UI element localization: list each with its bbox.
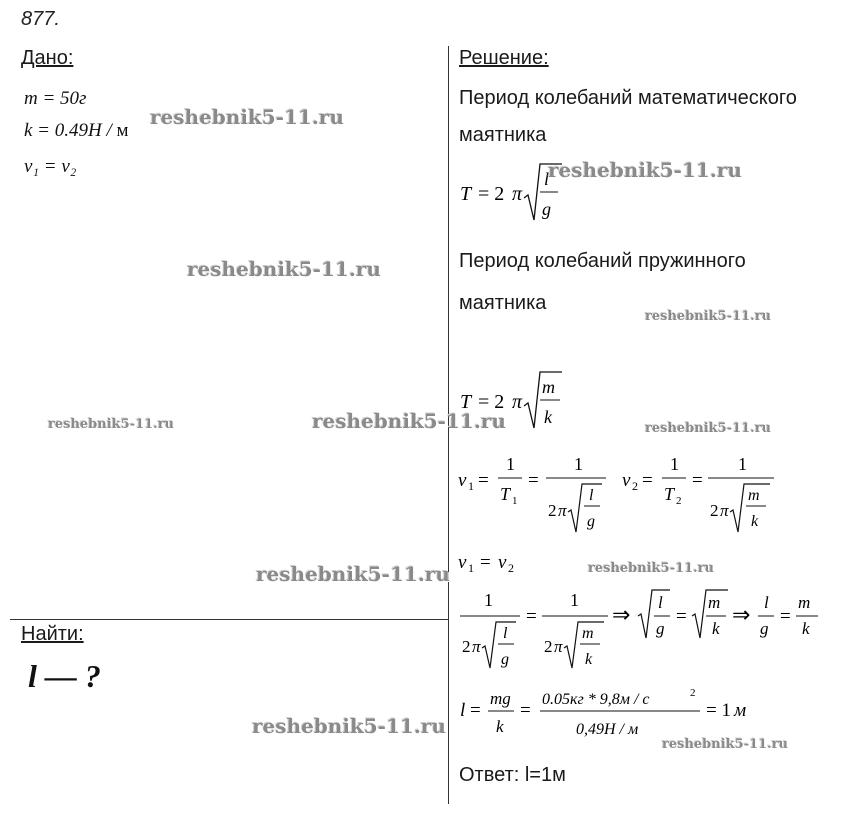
svg-text:π: π bbox=[512, 183, 523, 205]
svg-text:м: м bbox=[734, 700, 747, 721]
svg-text:g: g bbox=[656, 619, 665, 638]
svg-text:T: T bbox=[500, 484, 511, 504]
svg-text:k: k bbox=[751, 513, 759, 530]
svg-text:1: 1 bbox=[670, 454, 679, 474]
svg-text:= 2: = 2 bbox=[478, 183, 505, 205]
svg-text:g: g bbox=[542, 199, 551, 219]
given-mass: m = 50г bbox=[24, 88, 87, 109]
svg-text:0,49Н / м: 0,49Н / м bbox=[576, 721, 639, 738]
watermark: reshebnik5-11.ru bbox=[548, 158, 742, 182]
svg-text:k: k bbox=[496, 717, 504, 736]
watermark: reshebnik5-11.ru bbox=[662, 737, 789, 752]
watermark: reshebnik5-11.ru bbox=[187, 257, 381, 281]
svg-text:2: 2 bbox=[632, 479, 638, 493]
answer-text: Ответ: l=1м bbox=[459, 764, 566, 786]
svg-text:=: = bbox=[676, 606, 687, 627]
svg-text:mg: mg bbox=[490, 689, 511, 708]
svg-text:l: l bbox=[658, 593, 663, 612]
formula-frequencies bbox=[456, 446, 786, 542]
spring-pendulum-text-line2: маятника bbox=[459, 292, 547, 314]
svg-text:1: 1 bbox=[570, 590, 579, 610]
svg-text:= 1: = 1 bbox=[706, 700, 731, 721]
svg-text:= 2: = 2 bbox=[478, 391, 505, 413]
svg-text:k: k bbox=[585, 651, 593, 668]
formula-chain bbox=[456, 580, 826, 680]
svg-text:l: l bbox=[764, 593, 769, 612]
given-stiffness-unit: м bbox=[116, 120, 129, 141]
svg-text:⇒: ⇒ bbox=[732, 602, 751, 627]
svg-text:1: 1 bbox=[738, 454, 747, 474]
svg-text:T: T bbox=[664, 484, 675, 504]
svg-text:l: l bbox=[460, 700, 466, 721]
svg-text:0.05кг * 9,8м / с: 0.05кг * 9,8м / с bbox=[542, 691, 650, 708]
svg-text:=: = bbox=[526, 606, 537, 627]
svg-text:=: = bbox=[692, 470, 703, 491]
svg-text:l: l bbox=[589, 487, 594, 504]
solution-heading: Решение: bbox=[459, 47, 549, 69]
given-heading: Дано: bbox=[21, 47, 74, 69]
watermark: reshebnik5-11.ru bbox=[645, 309, 772, 324]
watermark: reshebnik5-11.ru bbox=[252, 714, 446, 738]
svg-text:π: π bbox=[472, 637, 481, 656]
svg-text:=: = bbox=[642, 470, 653, 491]
watermark: reshebnik5-11.ru bbox=[48, 417, 175, 432]
svg-text:1: 1 bbox=[506, 454, 515, 474]
watermark: reshebnik5-11.ru bbox=[256, 562, 450, 586]
svg-text:g: g bbox=[587, 513, 595, 530]
svg-text:T: T bbox=[460, 391, 472, 413]
svg-text:m: m bbox=[748, 487, 760, 504]
svg-text:π: π bbox=[720, 501, 729, 520]
svg-text:2: 2 bbox=[508, 561, 514, 575]
svg-text:=: = bbox=[528, 470, 539, 491]
find-target: l — ? bbox=[28, 658, 101, 694]
math-pendulum-text-line1: Период колебаний математического bbox=[459, 87, 797, 109]
svg-text:k: k bbox=[802, 619, 810, 638]
watermark: reshebnik5-11.ru bbox=[588, 561, 715, 576]
svg-text:=: = bbox=[520, 700, 531, 721]
svg-text:⇒: ⇒ bbox=[612, 602, 631, 627]
formula-equal-frequencies bbox=[456, 548, 536, 578]
svg-text:m: m bbox=[582, 625, 594, 642]
svg-text:1: 1 bbox=[484, 590, 493, 610]
svg-text:l: l bbox=[544, 169, 550, 189]
svg-text:2: 2 bbox=[710, 501, 719, 520]
svg-text:ν: ν bbox=[458, 552, 467, 573]
svg-text:1: 1 bbox=[468, 479, 474, 493]
svg-text:ν: ν bbox=[622, 470, 631, 491]
math-pendulum-text-line2: маятника bbox=[459, 124, 547, 146]
svg-text:k: k bbox=[544, 407, 552, 427]
svg-text:m: m bbox=[798, 593, 811, 612]
svg-text:ν: ν bbox=[458, 470, 467, 491]
watermark: reshebnik5-11.ru bbox=[150, 105, 344, 129]
svg-text:=: = bbox=[470, 700, 481, 721]
spring-pendulum-text-line1: Период колебаний пружинного bbox=[459, 250, 746, 272]
svg-text:=: = bbox=[480, 552, 491, 573]
given-condition: ν₁ = ν₂ bbox=[24, 156, 77, 177]
given-stiffness-value: k = 0.49H / bbox=[24, 120, 112, 141]
watermark: reshebnik5-11.ru bbox=[645, 421, 772, 436]
svg-text:g: g bbox=[501, 651, 509, 668]
svg-text:1: 1 bbox=[574, 454, 583, 474]
svg-text:l: l bbox=[503, 625, 508, 642]
svg-text:2: 2 bbox=[462, 637, 471, 656]
svg-text:2: 2 bbox=[690, 687, 696, 699]
svg-text:m: m bbox=[708, 593, 721, 612]
svg-text:2: 2 bbox=[544, 637, 553, 656]
svg-text:T: T bbox=[460, 183, 472, 205]
problem-number: 877. bbox=[21, 8, 60, 30]
svg-text:2: 2 bbox=[548, 501, 557, 520]
svg-text:g: g bbox=[760, 619, 769, 638]
svg-text:=: = bbox=[478, 470, 489, 491]
svg-text:π: π bbox=[558, 501, 567, 520]
svg-text:1: 1 bbox=[512, 495, 518, 507]
svg-text:ν: ν bbox=[498, 552, 507, 573]
svg-text:1: 1 bbox=[468, 561, 474, 575]
watermark: reshebnik5-11.ru bbox=[312, 409, 506, 433]
horizontal-divider bbox=[10, 619, 448, 620]
svg-text:k: k bbox=[712, 619, 720, 638]
formula-result bbox=[458, 684, 758, 744]
svg-text:π: π bbox=[512, 391, 523, 413]
svg-text:2: 2 bbox=[676, 495, 682, 507]
find-heading: Найти: bbox=[21, 623, 84, 645]
svg-text:=: = bbox=[780, 606, 791, 627]
svg-text:m: m bbox=[542, 377, 555, 397]
svg-text:π: π bbox=[554, 637, 563, 656]
given-stiffness bbox=[24, 120, 129, 142]
